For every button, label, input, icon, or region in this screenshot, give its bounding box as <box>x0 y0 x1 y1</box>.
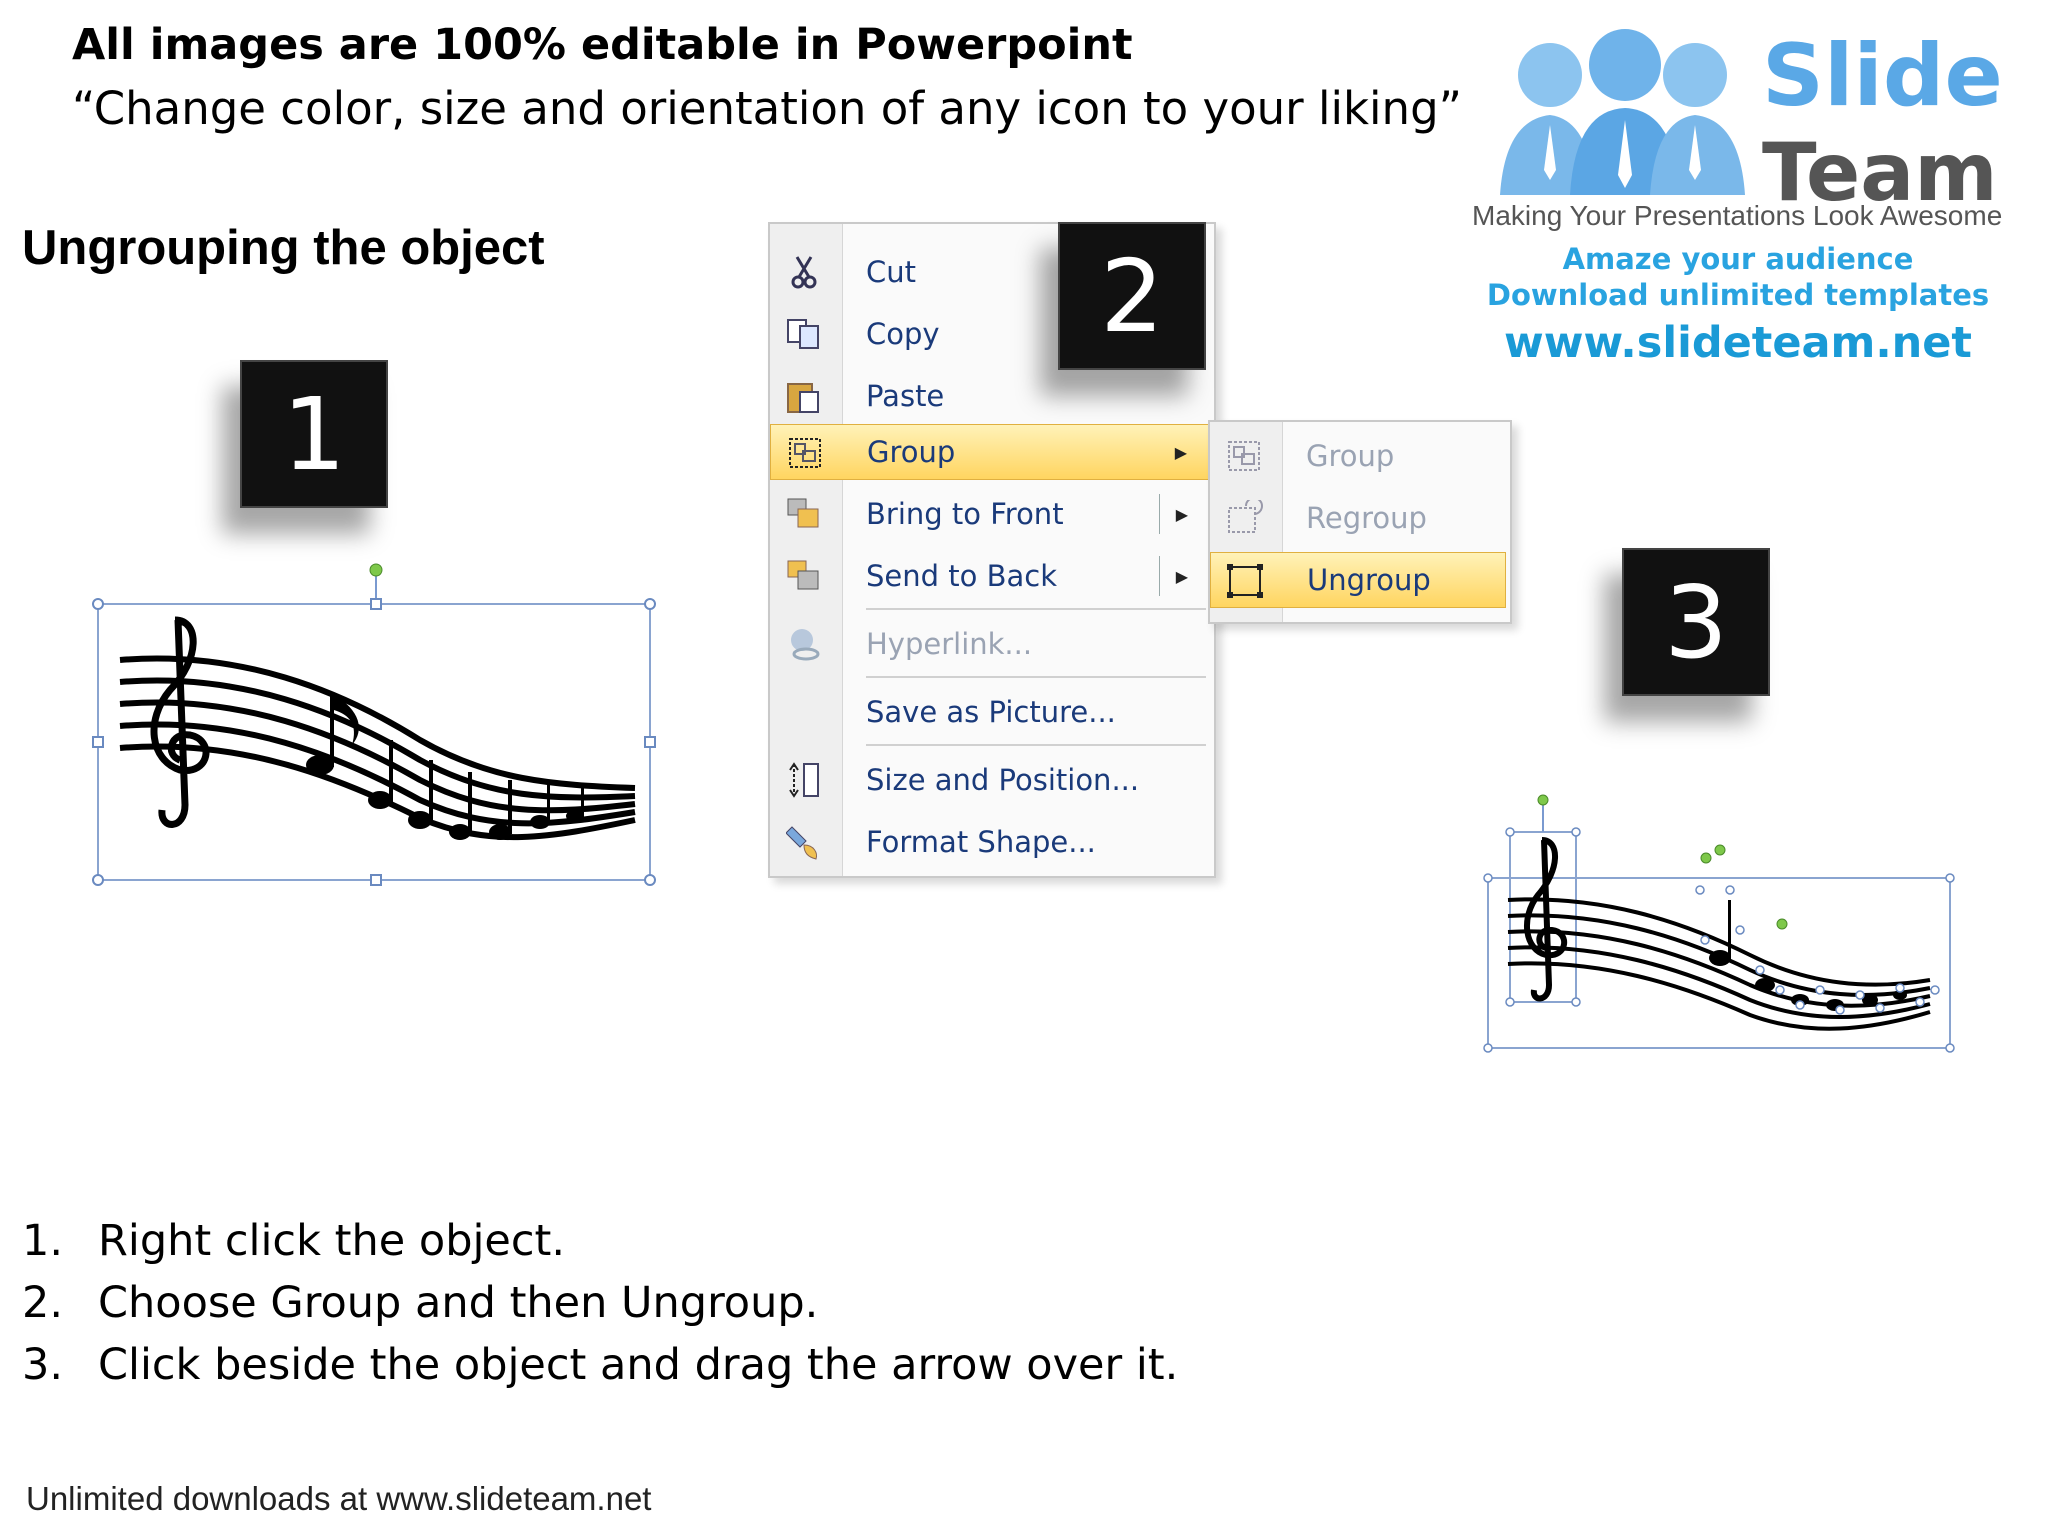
menu-item-paste[interactable] <box>770 368 1210 424</box>
submenu-item-label: Group <box>1306 439 1395 473</box>
logo-tagline: Making Your Presentations Look Awesome <box>1472 200 2003 231</box>
menu-item-label: Cut <box>866 255 916 289</box>
logo-word-slide: Slide <box>1762 26 2003 126</box>
people-logo-icon <box>1490 20 1760 200</box>
hyperlink-icon <box>784 626 824 662</box>
submenu-item-ungroup[interactable] <box>1210 552 1506 608</box>
menu-item-group[interactable] <box>770 424 1210 480</box>
paste-icon <box>784 378 824 414</box>
group-icon <box>785 435 825 471</box>
step-badge-2: 2 <box>1058 222 1206 370</box>
menu-item-size-and-position[interactable] <box>770 752 1210 808</box>
step-item: 2. Choose Group and then Ungroup. <box>22 1278 819 1328</box>
menu-item-label: Bring to Front <box>866 497 1064 531</box>
submenu-arrow-icon[interactable]: ▶ <box>1175 504 1188 524</box>
footer-text: Unlimited downloads at www.slideteam.net <box>26 1480 652 1517</box>
group-submenu <box>1208 420 1512 624</box>
submenu-item-group[interactable] <box>1210 428 1506 484</box>
send-to-back-icon <box>784 558 824 594</box>
submenu-item-label: Regroup <box>1306 501 1427 535</box>
step-item: 3. Click beside the object and drag the arrow over it. <box>22 1340 1179 1390</box>
submenu-item-regroup[interactable] <box>1210 490 1506 546</box>
menu-separator <box>866 744 1206 746</box>
header-subtitle: “Change color, size and orientation of any icon to your liking” <box>72 82 1462 135</box>
menu-item-label: Send to Back <box>866 559 1057 593</box>
step-badge-3: 3 <box>1622 548 1770 696</box>
regroup-icon <box>1224 500 1264 536</box>
menu-item-label: Size and Position... <box>866 763 1140 797</box>
menu-item-send-to-back[interactable] <box>770 548 1210 604</box>
logo-line-2: Download unlimited templates <box>1486 278 1990 312</box>
size-position-icon <box>784 762 824 798</box>
scissors-icon <box>784 254 824 290</box>
menu-item-label: Save as Picture... <box>866 695 1116 729</box>
step-badge-1: 1 <box>240 360 388 508</box>
step-item: 1. Right click the object. <box>22 1216 566 1266</box>
logo-word-team: Team <box>1762 126 1998 219</box>
logo-line-1: Amaze your audience <box>1562 242 1914 276</box>
music-staff <box>120 658 635 837</box>
ungroup-icon <box>1225 563 1265 599</box>
menu-item-label: Paste <box>866 379 945 413</box>
menu-item-hyperlink[interactable] <box>770 616 1210 672</box>
menu-item-label: Hyperlink... <box>866 627 1033 661</box>
menu-item-bring-to-front[interactable] <box>770 486 1210 542</box>
bring-to-front-icon <box>784 496 824 532</box>
rotate-handle <box>370 564 382 576</box>
ungrouped-music-image[interactable] <box>1480 790 1960 1060</box>
steps-list <box>22 1210 1178 1396</box>
group-icon <box>1224 438 1264 474</box>
menu-separator <box>866 608 1206 610</box>
logo-url: www.slideteam.net <box>1504 318 1972 368</box>
menu-separator <box>866 676 1206 678</box>
menu-item-label: Format Shape... <box>866 825 1096 859</box>
section-title: Ungrouping the object <box>22 221 545 275</box>
submenu-arrow-icon[interactable]: ▶ <box>1175 566 1188 586</box>
menu-item-format-shape[interactable] <box>770 814 1210 870</box>
grouped-music-image[interactable] <box>90 560 670 890</box>
format-shape-icon <box>784 824 824 860</box>
menu-item-label: Group <box>867 435 956 469</box>
submenu-item-label: Ungroup <box>1307 563 1431 597</box>
menu-item-save-as-picture[interactable] <box>770 684 1210 740</box>
submenu-arrow-icon: ▶ <box>1174 442 1187 462</box>
menu-item-label: Copy <box>866 317 940 351</box>
header-title: All images are 100% editable in Powerpoint <box>72 20 1133 70</box>
copy-icon <box>784 316 824 352</box>
